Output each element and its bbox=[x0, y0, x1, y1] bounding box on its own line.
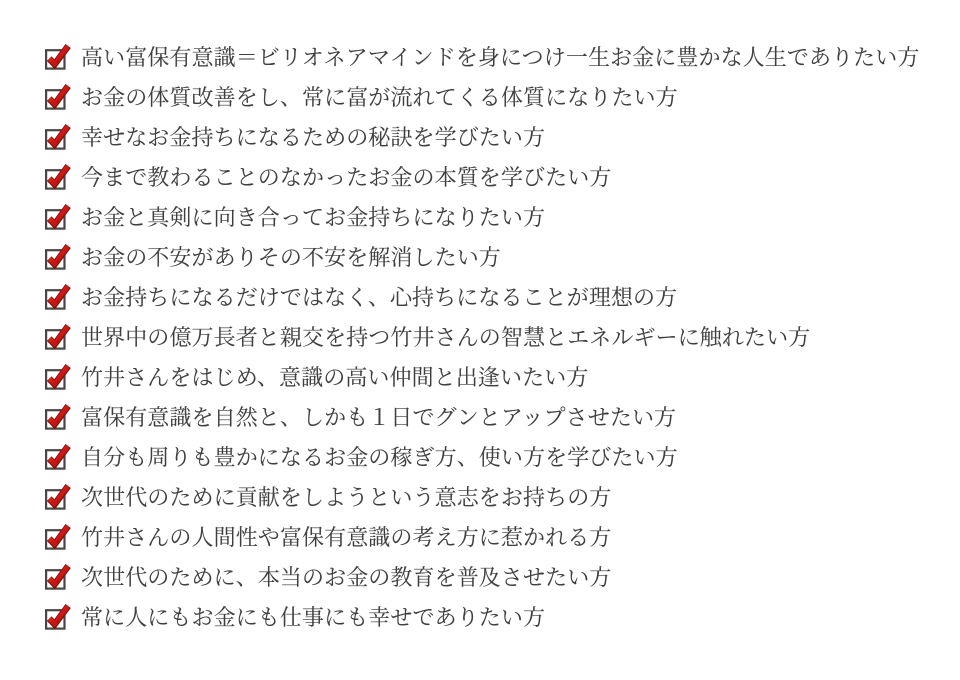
checklist-item-label: 富保有意識を自然と、しかも１日でグンとアップさせたい方 bbox=[81, 405, 677, 430]
checklist-item bbox=[44, 358, 950, 398]
checklist-item-label: お金と真剣に向き合ってお金持ちになりたい方 bbox=[81, 205, 546, 230]
red-checkbox-icon bbox=[44, 283, 72, 311]
checklist-item-label: お金持ちになるだけではなく、心持ちになることが理想の方 bbox=[81, 285, 678, 310]
checklist-item bbox=[44, 198, 950, 238]
red-checkbox-icon bbox=[44, 483, 72, 511]
red-checkbox-icon bbox=[44, 443, 72, 471]
red-checkbox-icon bbox=[44, 363, 72, 391]
checklist-item bbox=[44, 278, 950, 318]
red-checkbox-icon bbox=[44, 163, 72, 191]
checklist-item-label: お金の体質改善をし、常に富が流れてくる体質になりたい方 bbox=[81, 85, 678, 110]
red-checkbox-icon bbox=[44, 243, 72, 271]
checklist-item-label: 幸せなお金持ちになるための秘訣を学びたい方 bbox=[81, 125, 546, 150]
checklist-item bbox=[44, 38, 950, 78]
checklist-item-label: 高い富保有意識＝ビリオネアマインドを身につけ一生お金に豊かな人生でありたい方 bbox=[81, 45, 920, 70]
checklist-item-label: 今まで教わることのなかったお金の本質を学びたい方 bbox=[81, 165, 612, 190]
checklist-item-label: お金の不安がありその不安を解消したい方 bbox=[81, 245, 501, 270]
checklist-item-label: 世界中の億万長者と親交を持つ竹井さんの智慧とエネルギーに触れたい方 bbox=[81, 325, 811, 350]
checklist-item bbox=[44, 438, 950, 478]
checklist-item bbox=[44, 238, 950, 278]
red-checkbox-icon bbox=[44, 323, 72, 351]
checklist-item bbox=[44, 78, 950, 118]
checklist-item bbox=[44, 478, 950, 518]
checklist-item-label: 次世代のために、本当のお金の教育を普及させたい方 bbox=[81, 565, 612, 590]
red-checkbox-icon bbox=[44, 523, 72, 551]
checklist-item-label: 次世代のために貢献をしようという意志をお持ちの方 bbox=[81, 485, 612, 510]
checklist-item bbox=[44, 598, 950, 638]
checklist-item-label: 竹井さんをはじめ、意識の高い仲間と出逢いたい方 bbox=[81, 365, 589, 390]
red-checkbox-icon bbox=[44, 43, 72, 71]
checklist-item bbox=[44, 318, 950, 358]
red-checkbox-icon bbox=[44, 83, 72, 111]
checklist-item bbox=[44, 158, 950, 198]
checklist-item bbox=[44, 558, 950, 598]
checklist-item-label: 自分も周りも豊かになるお金の稼ぎ方、使い方を学びたい方 bbox=[81, 445, 678, 470]
red-checkbox-icon bbox=[44, 603, 72, 631]
red-checkbox-icon bbox=[44, 403, 72, 431]
red-checkbox-icon bbox=[44, 203, 72, 231]
checklist-item bbox=[44, 398, 950, 438]
checklist-item bbox=[44, 518, 950, 558]
checklist-item bbox=[44, 118, 950, 158]
checklist-item-label: 竹井さんの人間性や富保有意識の考え方に惹かれる方 bbox=[81, 525, 612, 550]
red-checkbox-icon bbox=[44, 563, 72, 591]
red-checkbox-icon bbox=[44, 123, 72, 151]
checklist-item-label: 常に人にもお金にも仕事にも幸せでありたい方 bbox=[81, 605, 546, 630]
